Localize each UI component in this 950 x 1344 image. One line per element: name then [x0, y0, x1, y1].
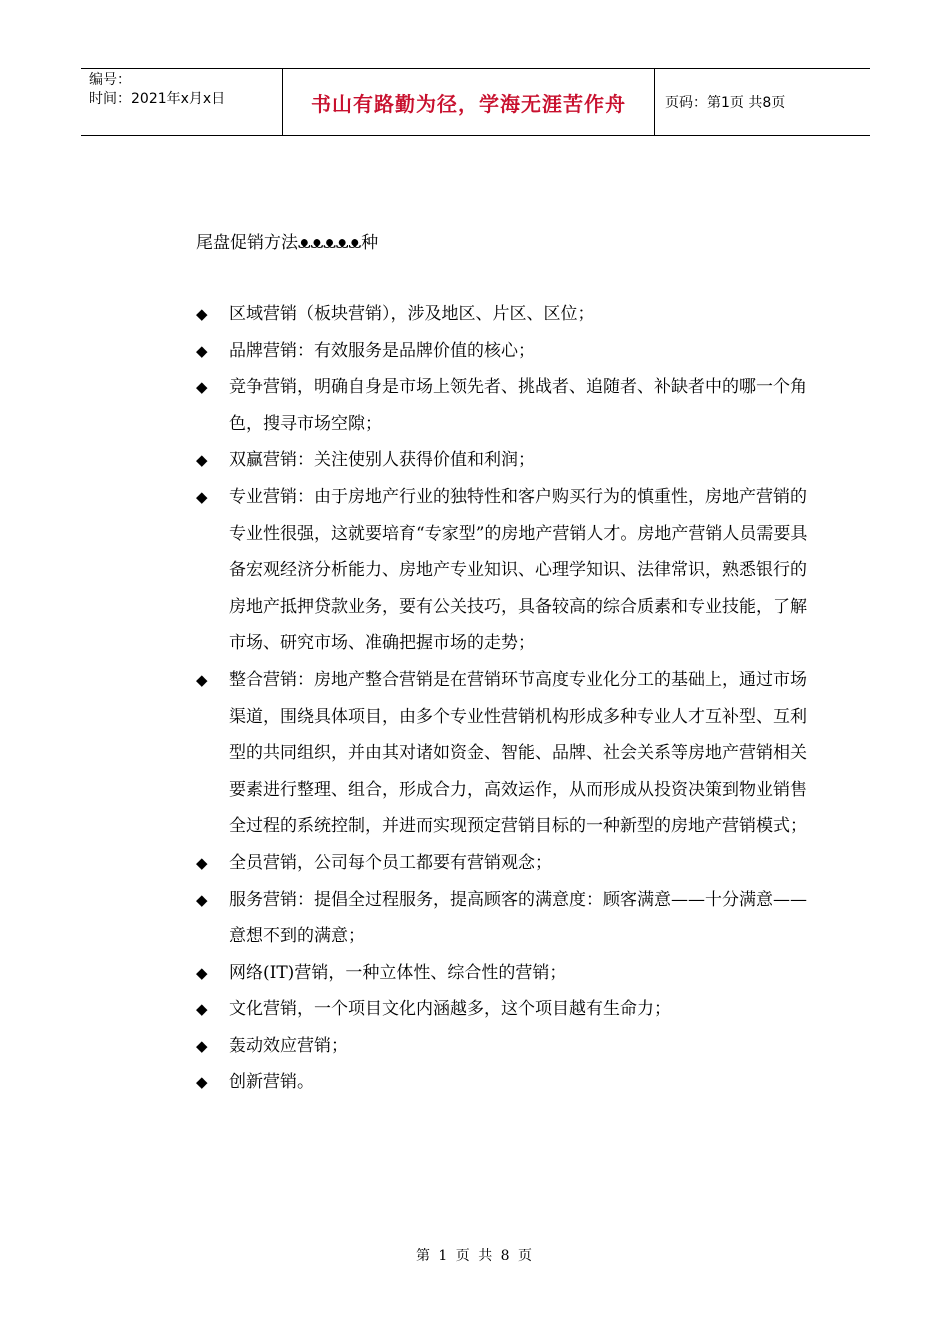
- diamond-bullet-icon: ◆: [196, 853, 208, 872]
- diamond-bullet-icon: ◆: [196, 1036, 208, 1055]
- header-page-info: 页码：第1页 共8页: [665, 95, 786, 111]
- diamond-bullet-icon: ◆: [196, 305, 208, 323]
- diamond-bullet-icon: ◆: [196, 963, 208, 982]
- list-item: [196, 662, 816, 845]
- list-item: [196, 442, 816, 479]
- header-motto: 书山有路勤为径，学海无涯苦作舟: [283, 69, 655, 135]
- list-item: [196, 479, 816, 662]
- list-item-text: 专业营销：由于房地产行业的独特性和客户购买行为的慎重性，房地产营销的专业性很强，这就要培育“专家型”的房地产营销人才。房地产营销人员需要具备宏观经济分析能力、房地产专业知识、心理学知识、法律常识，熟悉银行的房地产抵押贷款业务，要有公关技巧，具备较高的综合质素和专业技能，了解市场、研究市场、准确把握市场的走势；: [229, 486, 808, 654]
- document-title: 尾盘促销方法ᴥᴥᴥᴥᴥ种: [196, 233, 379, 253]
- diamond-bullet-icon: ◆: [196, 1073, 208, 1092]
- list-item-text: 区域营销（板块营销），涉及地区、片区、区位；: [229, 304, 595, 324]
- list-item-text: 创新营销。: [229, 1072, 314, 1093]
- header-meta-cell: [81, 69, 283, 135]
- list-item-text: 品牌营销：有效服务是品牌价值的核心；: [229, 340, 535, 361]
- bullet-list: [196, 296, 816, 1101]
- list-item-text: 整合营销：房地产整合营销是在营销环节高度专业化分工的基础上，通过市场渠道，围绕具体项目，由多个专业性营销机构形成多种专业人才互补型、互利型的共同组织，并由其对诸如资金、智能、品牌、社会关系等房地产营销相关要素进行整理、组合，形成合力，高效运作，从而形成从投资决策到物业销售全过程的系统控制，并进而实现预定营销目标的一种新型的房地产营销模式；: [229, 669, 807, 837]
- list-item-text: 双赢营销：关注使别人获得价值和利润；: [229, 450, 535, 471]
- diamond-bullet-icon: ◆: [196, 1000, 208, 1019]
- diamond-bullet-icon: ◆: [196, 670, 208, 689]
- header-time-label: 时间：2021年x月x日: [89, 91, 226, 107]
- list-item: [196, 882, 816, 955]
- list-item: [196, 845, 816, 882]
- list-item: [196, 1064, 816, 1101]
- list-item: [196, 955, 816, 992]
- list-item: [196, 991, 816, 1028]
- list-item-text: 全员营销，公司每个员工都要有营销观念；: [229, 852, 552, 873]
- diamond-bullet-icon: ◆: [196, 487, 208, 506]
- diamond-bullet-icon: ◆: [196, 378, 208, 397]
- list-item-text: 轰动效应营销；: [229, 1035, 348, 1056]
- list-item: [196, 296, 816, 333]
- list-item-text: 文化营销，一个项目文化内涵越多，这个项目越有生命力；: [229, 999, 671, 1020]
- list-item: [196, 1028, 816, 1065]
- diamond-bullet-icon: ◆: [196, 451, 208, 470]
- diamond-bullet-icon: ◆: [196, 890, 208, 909]
- list-item-text: 网络(IT)营销，一种立体性、综合性的营销；: [229, 962, 567, 983]
- document-header: [81, 68, 870, 136]
- list-item-text: 服务营销：提倡全过程服务，提高顾客的满意度：顾客满意——十分满意——意想不到的满意；: [229, 889, 807, 947]
- header-code-label: 编号：: [89, 72, 131, 88]
- list-item: [196, 333, 816, 370]
- list-item: [196, 369, 816, 442]
- diamond-bullet-icon: ◆: [196, 341, 208, 360]
- list-item-text: 竞争营销，明确自身是市场上领先者、挑战者、追随者、补缺者中的哪一个角色，搜寻市场空隙；: [229, 377, 807, 434]
- page-footer: 第 1 页 共 8 页: [415, 1248, 535, 1264]
